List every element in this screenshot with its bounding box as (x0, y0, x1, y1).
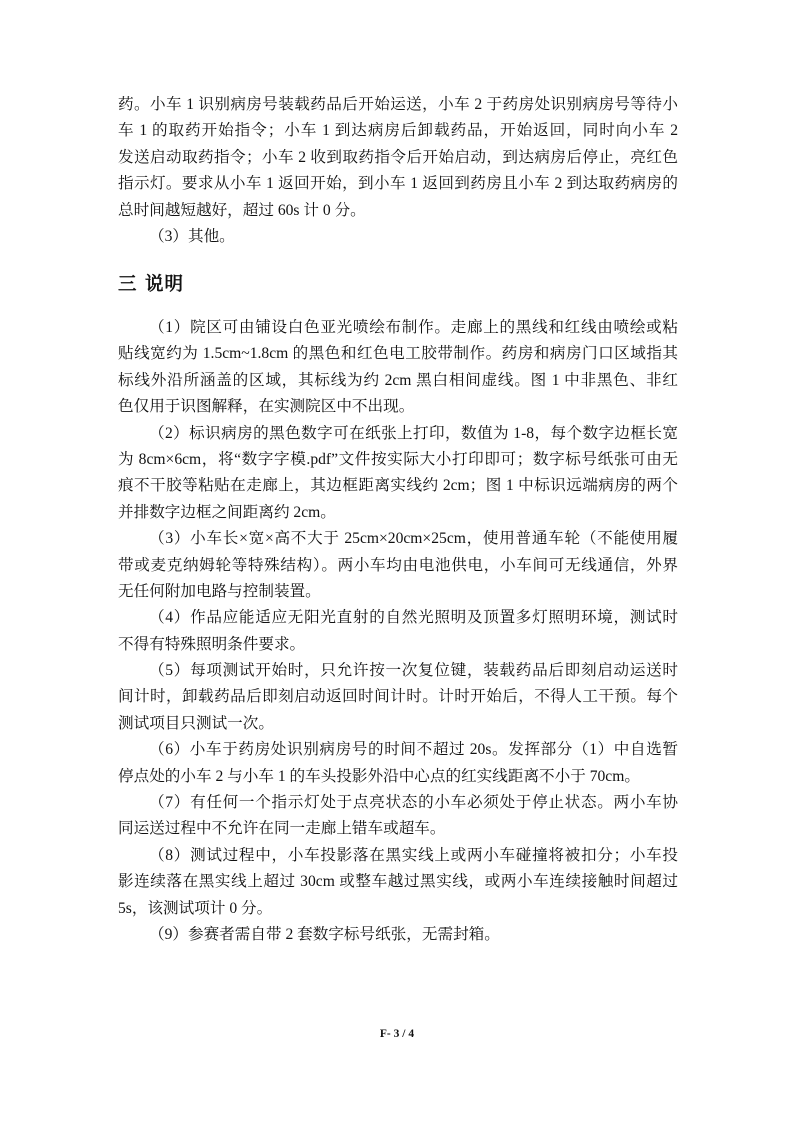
text-line: （8）测试过程中，小车投影落在黑实线上或两小车碰撞将被扣分；小车投 (149, 846, 678, 864)
text-line: 间计时，卸载药品后即刻启动返回时间计时。计时开始后，不得人工干预。每个 (118, 688, 678, 706)
text-line: 5s，该测试项计 0 分。 (118, 899, 273, 917)
note-paragraph (118, 605, 678, 658)
text-line: （1）院区可由铺设白色亚光喷绘布制作。走廊上的黑线和红线由喷绘或粘 (149, 319, 678, 336)
text-line: 为 8cm×6cm，将“数字字模.pdf”文件按实际大小打印即可；数字标号纸张可由无 (118, 450, 678, 468)
intro-paragraph (118, 92, 678, 250)
text-line: 测试项目只测试一次。 (118, 714, 274, 732)
text-line: （5）每项测试开始时，只允许按一次复位键，装载药品后即刻启动运送时 (149, 662, 678, 680)
text-line: （2）标识病房的黑色数字可在纸张上打印，数值为 1-8，每个数字边框长宽 (149, 424, 678, 442)
text-line: 车 1 的取药开始指令；小车 1 到达病房后卸载药品，开始返回，同时向小车 2 (118, 122, 678, 140)
text-line: 药。小车 1 识别病房号装载药品后开始运送，小车 2 于药房处识别病房号等待小 (118, 96, 678, 113)
text-line: 并排数字边框之间距离约 2cm。 (118, 503, 336, 521)
text-line: 停点处的小车 2 与小车 1 的车头投影外沿中心点的红实线距离不小于 70cm。 (118, 767, 640, 785)
note-paragraph (118, 790, 678, 843)
text-line: （3）小车长×宽×高不大于 25cm×20cm×25cm，使用普通车轮（不能使用履 (149, 530, 678, 548)
text-line: 痕不干胶等粘贴在走廊上，其边框距离实线约 2cm；图 1 中标识远端病房的两个 (118, 477, 678, 495)
note-paragraph (118, 526, 678, 605)
text-line: （9）参赛者需自带 2 套数字标号纸张，无需封箱。 (149, 925, 500, 943)
note-paragraph (118, 922, 678, 948)
text-line: 总时间越短越好，超过 60s 计 0 分。 (118, 201, 366, 219)
other-item: （3）其他。 (149, 227, 235, 245)
note-paragraph (118, 843, 678, 922)
text-line: （6）小车于药房处识别病房号的时间不超过 20s。发挥部分（1）中自选暂 (149, 741, 678, 759)
text-line: 发送启动取药指令；小车 2 收到取药指令后开始启动，到达病房后停止，亮红色 (118, 148, 678, 166)
text-line: 带或麦克纳姆轮等特殊结构）。两小车均由电池供电，小车间可无线通信，外界 (118, 556, 678, 574)
text-line: 贴线宽约为 1.5cm~1.8cm 的黑色和红色电工胶带制作。药房和病房门口区域指其 (118, 345, 678, 363)
text-line: 影连续落在黑实线上超过 30cm 或整车越过黑实线，或两小车连续接触时间超过 (118, 873, 678, 891)
note-paragraph (118, 315, 678, 421)
text-line: （7）有任何一个指示灯处于点亮状态的小车必须处于停止状态。两小车协 (149, 794, 678, 812)
text-line: 同运送过程中不允许在同一走廊上错车或超车。 (118, 820, 446, 838)
text-line: 无任何附加电路与控制装置。 (118, 582, 321, 600)
text-line: 不得有特殊照明条件要求。 (118, 635, 306, 653)
text-line: 色仅用于识图解释，在实测院区中不出现。 (118, 398, 415, 416)
note-paragraph (118, 737, 678, 790)
note-paragraph (118, 658, 678, 737)
text-line: 标线外沿所涵盖的区域，其标线为约 2cm 黑白相间虚线。图 1 中非黑色、非红 (118, 371, 678, 389)
notes-list (118, 315, 678, 948)
text-line: 指示灯。要求从小车 1 返回开始，到小车 1 返回到药房且小车 2 到达取药病房的 (118, 175, 678, 193)
note-paragraph (118, 421, 678, 527)
page-number: F- 3 / 4 (379, 1028, 415, 1040)
section-heading: 三 说明 (118, 274, 184, 295)
text-line: （4）作品应能适应无阳光直射的自然光照明及顶置多灯照明环境，测试时 (149, 609, 678, 627)
